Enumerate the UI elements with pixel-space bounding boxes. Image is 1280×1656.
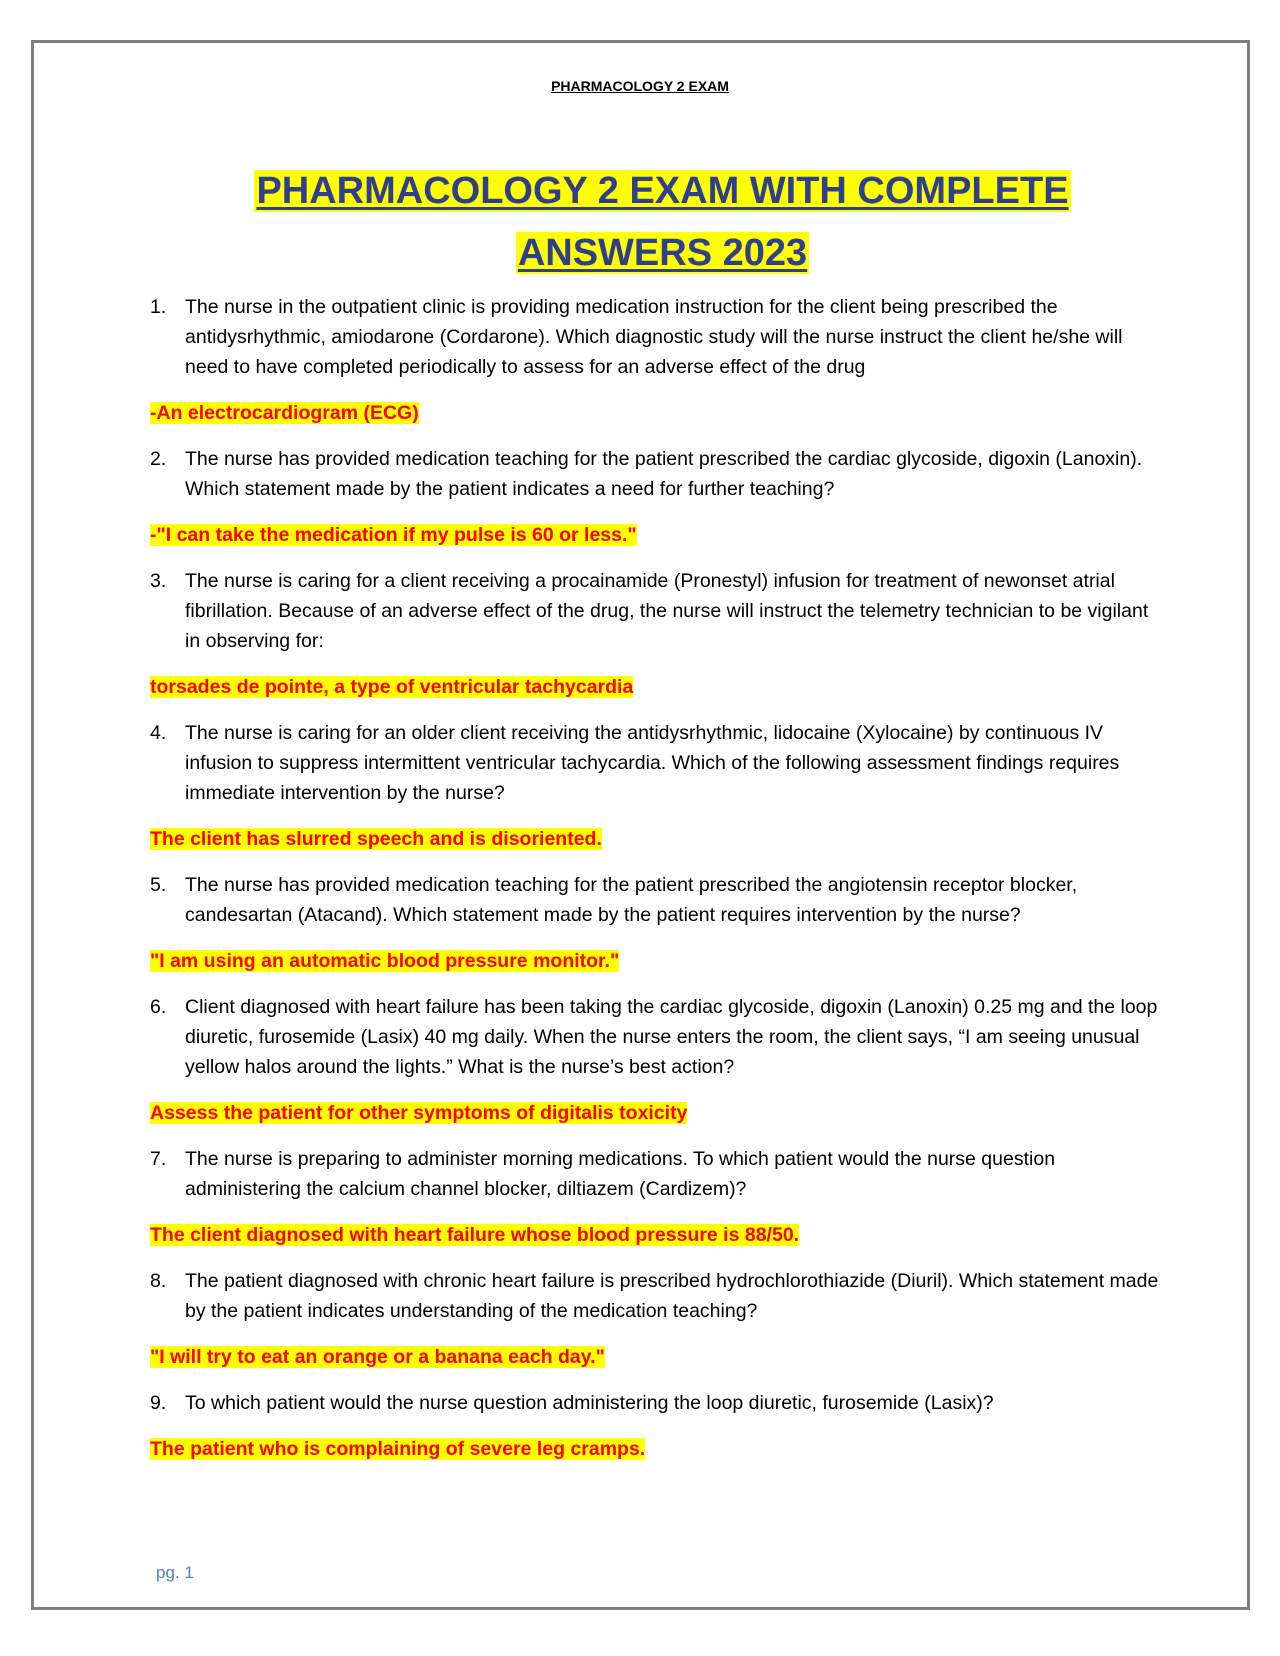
question xyxy=(150,566,1160,656)
question-text: The nurse is caring for an older client receiving the antidysrhythmic, lidocaine (Xylocaine) by continuous IV infusion to suppress intermittent ventricular tachycardia. Which of the following assessment findings requires immediate intervention by the nurse? xyxy=(185,722,1120,804)
question xyxy=(150,992,1160,1082)
answer-text: The patient who is complaining of severe leg cramps. xyxy=(150,1438,646,1460)
question-list xyxy=(150,292,1160,1480)
header-text: PHARMACOLOGY 2 EXAM xyxy=(551,78,729,94)
question xyxy=(150,1266,1160,1326)
question-text: Client diagnosed with heart failure has been taking the cardiac glycoside, digoxin (Lanoxin) 0.25 mg and the loop diuretic, furosemide (Lasix) 40 mg daily. When the nurse enters the room, the client says, “I am seeing unusual yellow halos around the lights.” What is the nurse’s best action? xyxy=(185,996,1158,1078)
question-number: 2. xyxy=(150,448,167,470)
question-text: The nurse is preparing to administer morning medications. To which patient would the nurse question administering the calcium channel blocker, diltiazem (Cardizem)? xyxy=(185,1148,1056,1200)
question xyxy=(150,718,1160,808)
question-number: 9. xyxy=(150,1392,167,1414)
question-item xyxy=(150,292,1160,428)
title-line-2: ANSWERS 2023 xyxy=(517,232,808,274)
answer xyxy=(150,398,1160,428)
question-item xyxy=(150,444,1160,550)
question-item xyxy=(150,992,1160,1128)
page-number: pg. 1 xyxy=(156,1563,194,1582)
answer-text: "I will try to eat an orange or a banana each day." xyxy=(150,1346,605,1368)
question-text: To which patient would the nurse question administering the loop diuretic, furosemide (Lasix)? xyxy=(185,1392,994,1414)
question-number: 3. xyxy=(150,570,167,592)
question xyxy=(150,870,1160,930)
answer-text: -"I can take the medication if my pulse is 60 or less." xyxy=(150,524,637,546)
page-header xyxy=(0,78,1280,94)
question-number: 4. xyxy=(150,722,167,744)
answer-text: "I am using an automatic blood pressure monitor." xyxy=(150,950,620,972)
question-item xyxy=(150,718,1160,854)
answer xyxy=(150,672,1160,702)
question xyxy=(150,1388,1160,1418)
question xyxy=(150,444,1160,504)
question xyxy=(150,1144,1160,1204)
question-text: The nurse in the outpatient clinic is providing medication instruction for the client being prescribed the antidysrhythmic, amiodarone (Cordarone). Which diagnostic study will the nurse instruct the client he/she will need to have completed periodically to assess for an adverse effect of the drug xyxy=(185,296,1123,378)
question-number: 5. xyxy=(150,874,167,896)
answer-text: -An electrocardiogram (ECG) xyxy=(150,402,419,424)
document-title xyxy=(150,160,1175,284)
question xyxy=(150,292,1160,382)
question-text: The nurse has provided medication teaching for the patient prescribed the angiotensin receptor blocker, candesartan (Atacand). Which statement made by the patient requires intervention by the nurse? xyxy=(185,874,1078,926)
title-line-1: PHARMACOLOGY 2 EXAM WITH COMPLETE xyxy=(256,170,1069,212)
question-item xyxy=(150,566,1160,702)
answer-text: torsades de pointe, a type of ventricular tachycardia xyxy=(150,676,634,698)
answer xyxy=(150,520,1160,550)
question-text: The nurse has provided medication teaching for the patient prescribed the cardiac glycoside, digoxin (Lanoxin). Which statement made by the patient indicates a need for further teaching? xyxy=(185,448,1143,500)
question-item xyxy=(150,1388,1160,1464)
answer-text: Assess the patient for other symptoms of digitalis toxicity xyxy=(150,1102,688,1124)
question-number: 6. xyxy=(150,996,167,1018)
question-item xyxy=(150,1266,1160,1372)
answer xyxy=(150,946,1160,976)
answer xyxy=(150,1342,1160,1372)
question-item xyxy=(150,870,1160,976)
question-text: The nurse is caring for a client receiving a procainamide (Pronestyl) infusion for treatment of newonset atrial fibrillation. Because of an adverse effect of the drug, the nurse will instruct the telemetry technician to be vigilant in observing for: xyxy=(185,570,1149,652)
answer-text: The client has slurred speech and is disoriented. xyxy=(150,828,602,850)
answer xyxy=(150,824,1160,854)
question-number: 7. xyxy=(150,1148,167,1170)
answer xyxy=(150,1434,1160,1464)
answer xyxy=(150,1098,1160,1128)
question-number: 8. xyxy=(150,1270,167,1292)
question-item xyxy=(150,1144,1160,1250)
question-number: 1. xyxy=(150,296,167,318)
answer xyxy=(150,1220,1160,1250)
answer-text: The client diagnosed with heart failure whose blood pressure is 88/50. xyxy=(150,1224,800,1246)
question-text: The patient diagnosed with chronic heart failure is prescribed hydrochlorothiazide (Diuril). Which statement made by the patient indicates understanding of the medication teaching? xyxy=(185,1270,1159,1322)
